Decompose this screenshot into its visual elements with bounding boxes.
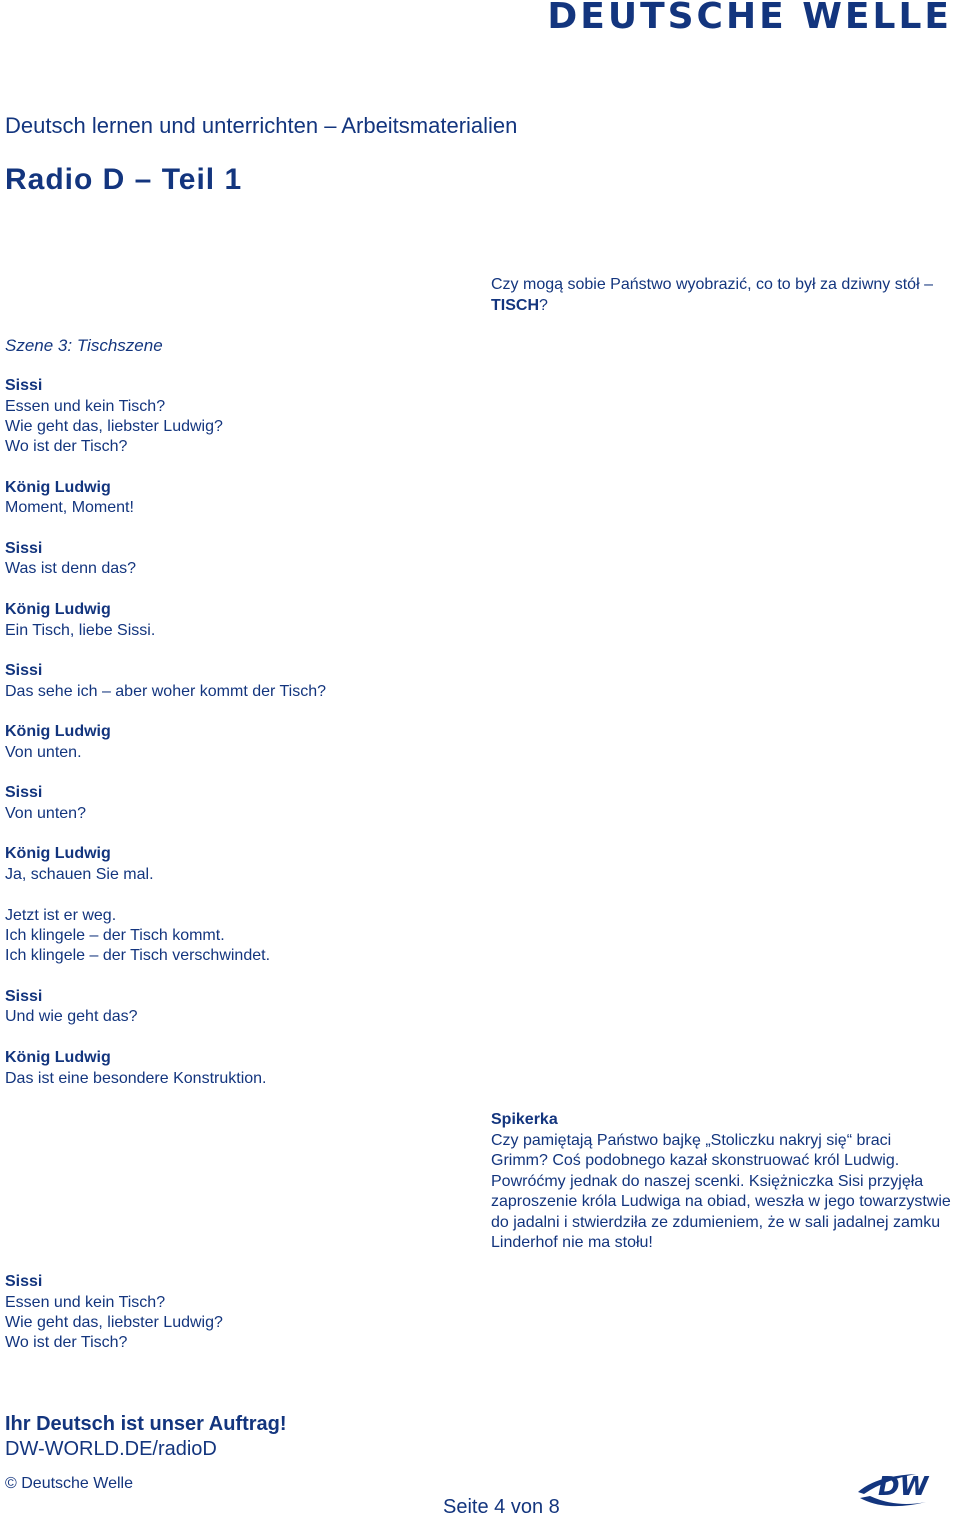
dialogue-line: Essen und kein Tisch? — [5, 398, 166, 415]
narrator-block — [491, 1110, 951, 1254]
dialogue-line: Von unten? — [5, 805, 86, 822]
narrator-speaker: Spikerka — [491, 1111, 558, 1128]
dialogue-line: Was ist denn das? — [5, 560, 137, 577]
dialogue-line: Ja, schauen Sie mal. — [5, 866, 154, 883]
page-number: Seite 4 von 8 — [443, 1496, 560, 1518]
dialogue-line: Wie geht das, liebster Ludwig? — [5, 418, 223, 435]
intro-question — [491, 274, 951, 316]
dialogue-speaker: Sissi — [5, 662, 43, 679]
dialogue-speaker: Sissi — [5, 377, 43, 394]
dialogue-line: Ich klingele – der Tisch kommt. — [5, 927, 225, 944]
dialogue-speaker: Sissi — [5, 784, 43, 801]
dialogue-speaker: König Ludwig — [5, 723, 111, 740]
dialogue-line: Wie geht das, liebster Ludwig? — [5, 1314, 223, 1331]
intro-bold: TISCH — [491, 297, 539, 314]
dialogue-line: Wo ist der Tisch? — [5, 438, 128, 455]
document-subtitle: Radio D – Teil 1 — [5, 163, 243, 196]
dialogue-speaker: Sissi — [5, 1273, 43, 1290]
dialogue-line: Von unten. — [5, 744, 82, 761]
dialogue-speaker: König Ludwig — [5, 845, 111, 862]
scene-title: Szene 3: Tischszene — [5, 336, 163, 355]
footer-slogan: Ihr Deutsch ist unser Auftrag! — [5, 1413, 287, 1435]
dialogue-speaker: König Ludwig — [5, 601, 111, 618]
footer-url: DW-WORLD.DE/radioD — [5, 1438, 217, 1460]
dialogue-line: Jetzt ist er weg. — [5, 907, 117, 924]
narrator-text: Czy pamiętają Państwo bajkę „Stoliczku nakryj się“ braci Grimm? Coś podobnego kazał skonstruować król Ludwig. Powróćmy jednak do naszej scenki. Księżniczka Sisi przyjęła zaproszenie króla Ludwiga na obiad, weszła w jego towarzystwie do jadalni i stwierdziła ze zdumieniem, że w sali jadalnej zamku Linderhof nie ma stołu! — [491, 1131, 951, 1251]
dialogue-line: Und wie geht das? — [5, 1008, 138, 1025]
deutsche-welle-logo-text: DEUTSCHE WELLE — [547, 0, 952, 37]
dw-logo-text: DW — [878, 1472, 929, 1502]
dw-logo-icon — [856, 1468, 954, 1508]
dialogue-line: Moment, Moment! — [5, 499, 134, 516]
document-title: Deutsch lernen und unterrichten – Arbeitsmaterialien — [5, 113, 518, 138]
dialogue-line: Das sehe ich – aber woher kommt der Tisch? — [5, 683, 327, 700]
dialogue-speaker: König Ludwig — [5, 1049, 111, 1066]
dialogue-speaker: Sissi — [5, 540, 43, 557]
footer-copyright: © Deutsche Welle — [5, 1475, 133, 1492]
dialogue-line: Wo ist der Tisch? — [5, 1334, 128, 1351]
dialogue-speaker: Sissi — [5, 988, 43, 1005]
intro-text: Czy mogą sobie Państwo wyobrazić, co to był za dziwny stół – — [491, 276, 933, 293]
dialogue-line: Essen und kein Tisch? — [5, 1294, 166, 1311]
dialogue-line: Ich klingele – der Tisch verschwindet. — [5, 947, 271, 964]
dialogue-line: Das ist eine besondere Konstruktion. — [5, 1070, 267, 1087]
dialogue-line: Ein Tisch, liebe Sissi. — [5, 622, 156, 639]
intro-end: ? — [539, 297, 548, 314]
dialogue-speaker: König Ludwig — [5, 479, 111, 496]
